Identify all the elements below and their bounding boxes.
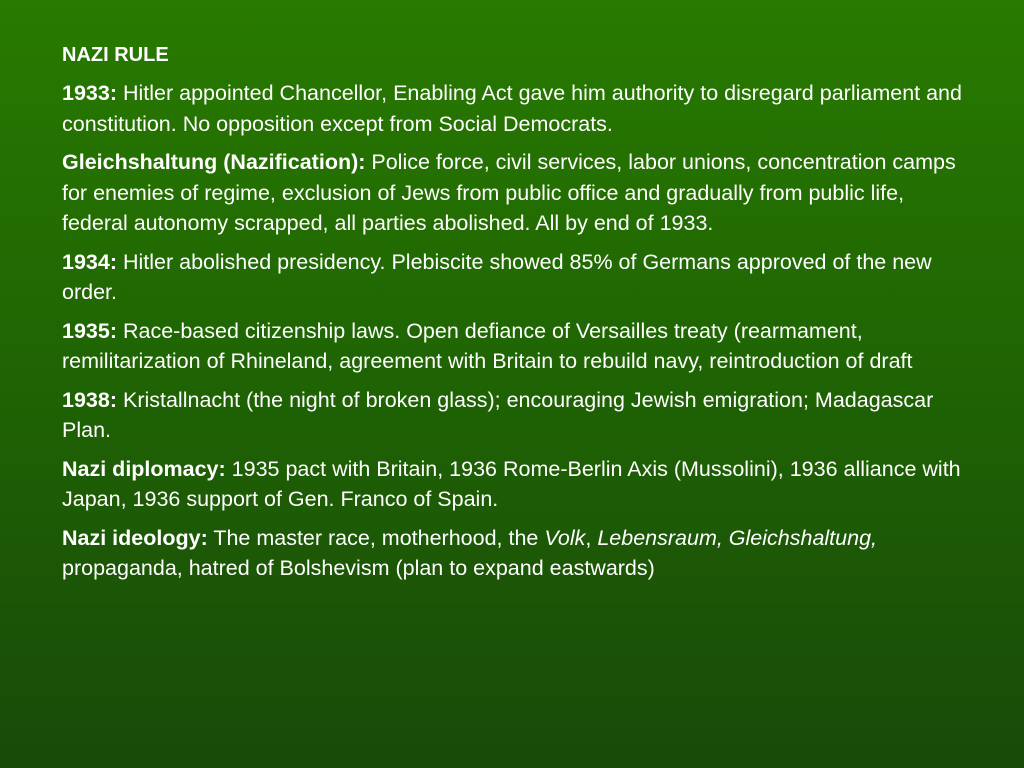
entry-text: 1935 pact with Britain, 1936 Rome-Berlin Axis (Mussolini), 1936 alliance with Japan, 1936 support of Gen. Franco of Spain.	[62, 456, 961, 511]
entry-label: 1935:	[62, 318, 117, 343]
entry-label: 1933:	[62, 81, 117, 105]
entry-gleichshaltung	[62, 147, 974, 239]
entry-text: Hitler abolished presidency. Plebiscite showed 85% of Germans approved of the new order.	[62, 249, 932, 304]
entry-nazi-ideology	[62, 523, 974, 584]
entry-text: Police force, civil services, labor unions, concentration camps for enemies of regime, exclusion of Jews from public office and gradually from public life, federal autonomy scrapped, all parties abolished. All by end of 1933.	[62, 150, 956, 235]
entry-italic-text: Lebensraum, Gleichshaltung,	[597, 525, 877, 550]
entry-label: 1934:	[62, 249, 117, 274]
entry-label: Nazi ideology:	[62, 525, 208, 550]
entry-italic-text: Volk	[544, 525, 586, 550]
entry-label: Gleichshaltung (Nazification):	[62, 150, 366, 174]
entry-1933	[62, 78, 974, 139]
entry-text: Hitler appointed Chancellor, Enabling Act gave him authority to disregard parliament and constitution. No opposition except from Social Democrats.	[62, 81, 962, 136]
entry-text: Kristallnacht (the night of broken glass); encouraging Jewish emigration; Madagascar Plan.	[62, 387, 934, 442]
entry-text: ,	[585, 525, 598, 550]
entry-text: The master race, motherhood, the	[207, 525, 545, 550]
entry-1938	[62, 385, 974, 446]
entry-label: Nazi diplomacy:	[62, 456, 226, 481]
entry-label: 1938:	[62, 387, 117, 412]
entry-1934	[62, 247, 974, 308]
entry-text: propaganda, hatred of Bolshevism (plan to expand eastwards)	[62, 556, 655, 580]
slide-title: NAZI RULE	[62, 44, 169, 66]
entry-nazi-diplomacy	[62, 454, 974, 515]
entry-text: Race-based citizenship laws. Open defiance of Versailles treaty (rearmament, remilitarization of Rhineland, agreement with Britain to rebuild navy, reintroduction of draft	[62, 318, 913, 373]
entry-1935	[62, 316, 974, 377]
